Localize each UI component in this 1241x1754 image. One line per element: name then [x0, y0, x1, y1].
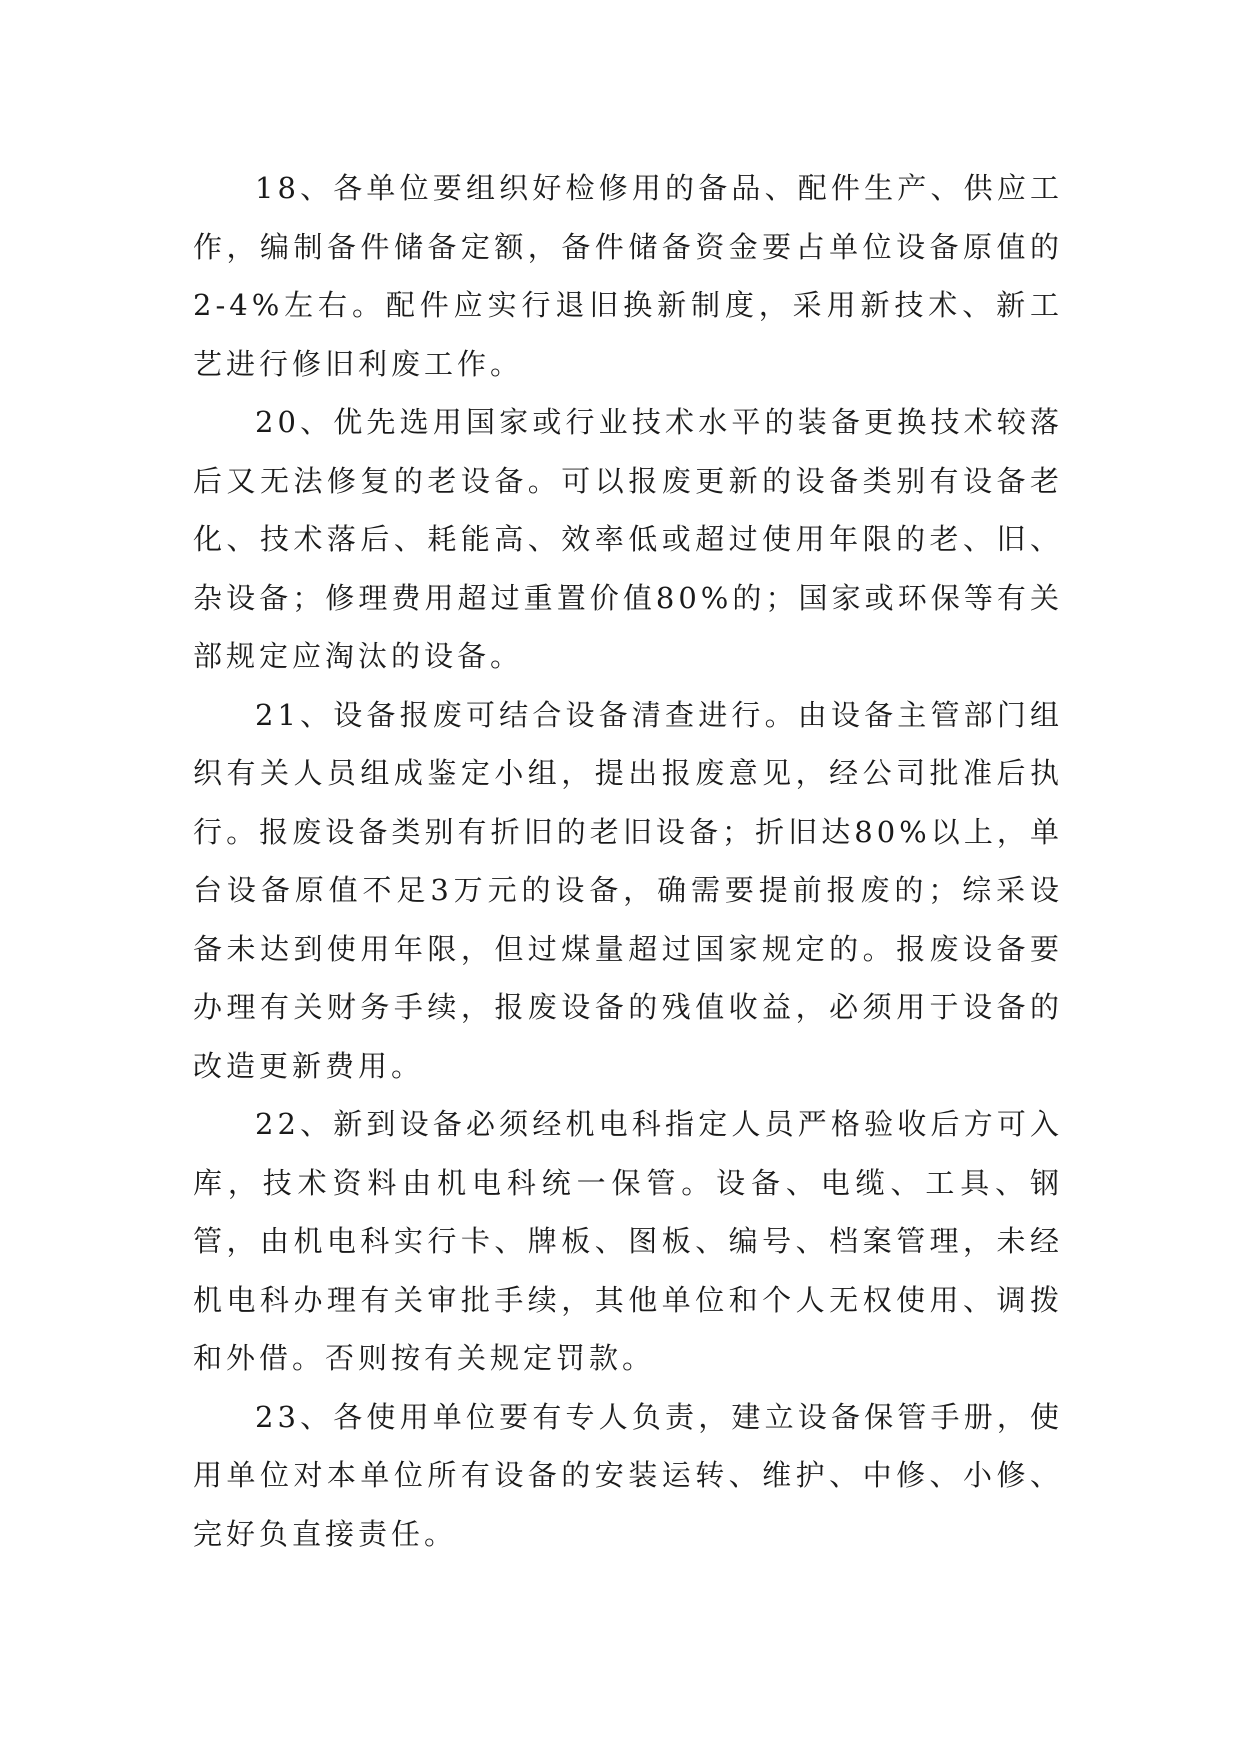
paragraph-20: 20、优先选用国家或行业技术水平的装备更换技术较落后又无法修复的老设备。可以报废更新的设备类别有设备老化、技术落后、耗能高、效率低或超过使用年限的老、旧、杂设备；修理费用超过重置价值80%的；国家或环保等有关部规定应淘汰的设备。 [193, 405, 1063, 673]
paragraph-23: 23、各使用单位要有专人负责，建立设备保管手册，使用单位对本单位所有设备的安装运转、维护、中修、小修、完好负直接责任。 [193, 1399, 1063, 1551]
paragraph-21: 21、设备报废可结合设备清查进行。由设备主管部门组织有关人员组成鉴定小组，提出报废意见，经公司批准后执行。报废设备类别有折旧的老旧设备；折旧达80%以上，单台设备原值不足3万元的设备，确需要提前报废的；综采设备未达到使用年限，但过煤量超过国家规定的。报废设备要办理有关财务手续，报废设备的残值收益，必须用于设备的改造更新费用。 [193, 697, 1063, 1083]
document-body [193, 159, 1063, 1563]
paragraph-22: 22、新到设备必须经机电科指定人员严格验收后方可入库，技术资料由机电科统一保管。设备、电缆、工具、钢管，由机电科实行卡、牌板、图板、编号、档案管理，未经机电科办理有关审批手续，其他单位和个人无权使用、调拨和外借。否则按有关规定罚款。 [193, 1107, 1063, 1375]
paragraph-18: 18、各单位要组织好检修用的备品、配件生产、供应工作，编制备件储备定额，备件储备资金要占单位设备原值的2-4%左右。配件应实行退旧换新制度，采用新技术、新工艺进行修旧利废工作。 [193, 171, 1063, 381]
